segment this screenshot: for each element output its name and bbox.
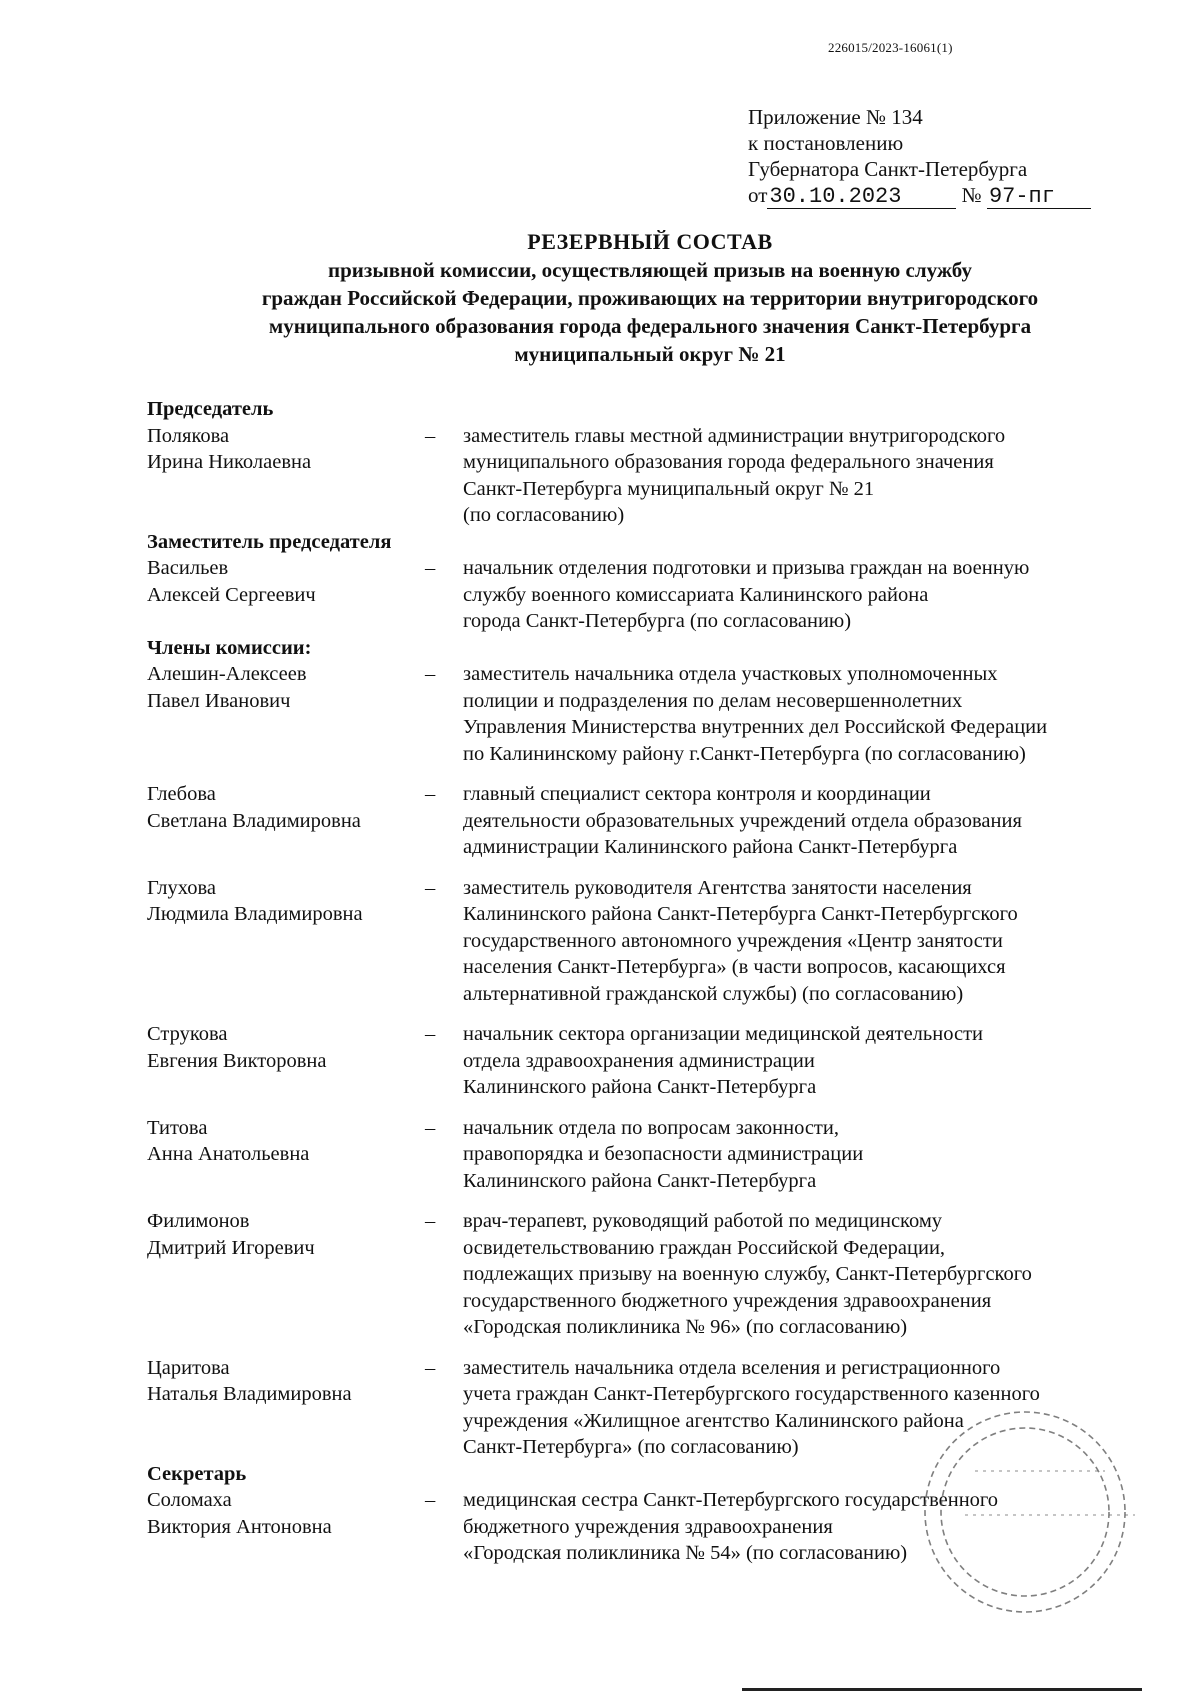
position-line: Санкт-Петербурга» (по согласованию): [463, 1436, 799, 1458]
member-position: [463, 423, 1147, 529]
chairman-label: Председатель: [147, 398, 274, 420]
position-line: города Санкт-Петербурга (по согласованию): [463, 610, 852, 632]
position-line: правопорядка и безопасности администрации: [463, 1143, 864, 1165]
document-title: [100, 228, 1200, 368]
position-line: полиции и подразделения по делам несовершеннолетних: [463, 689, 963, 712]
member-name: [147, 423, 425, 529]
position-line: Управления Министерства внутренних дел Российской Федерации: [463, 716, 1048, 738]
member-entry: [147, 1115, 1147, 1195]
position-line: деятельности образовательных учреждений отдела образования: [463, 809, 1022, 832]
decree-date: 30.10.2023: [767, 186, 956, 209]
dash: –: [425, 1023, 436, 1045]
member-position: [463, 875, 1147, 1008]
dash: –: [425, 876, 436, 899]
member-name: [147, 875, 425, 1008]
member-name: [147, 781, 425, 861]
appendix-header: [748, 104, 1091, 209]
position-line: бюджетного учреждения здравоохранения: [463, 1515, 833, 1538]
member-name: [147, 1021, 425, 1101]
dash: –: [425, 557, 436, 579]
member-position: [463, 781, 1147, 861]
title-line-2: граждан Российской Федерации, проживающих на территории внутригородского: [261, 286, 1039, 310]
appendix-date-line: [748, 182, 1091, 209]
official-stamp: [905, 1405, 1145, 1620]
number-prefix: №: [961, 183, 982, 207]
deputy-entry: [147, 555, 1147, 635]
decree-number: 97-пг: [987, 186, 1091, 209]
position-line: «Городская поликлиника № 54» (по согласованию): [463, 1542, 908, 1564]
member-name: [147, 1208, 425, 1341]
member-given-names: Людмила Владимировна: [147, 903, 363, 925]
member-surname: Соломаха: [147, 1489, 232, 1511]
title-line-4: муниципальный округ № 21: [514, 342, 786, 366]
document-id: 226015/2023-16061(1): [828, 40, 953, 55]
member-surname: Филимонов: [147, 1210, 250, 1232]
position-line: освидетельствованию граждан Российской Федерации,: [463, 1236, 946, 1259]
position-line: заместитель главы местной администрации внутригородского: [463, 424, 1006, 447]
dash: –: [425, 1116, 436, 1139]
member-name: [147, 555, 425, 635]
position-line: альтернативной гражданской службы) (по согласованию): [463, 982, 964, 1005]
member-given-names: Павел Иванович: [147, 689, 291, 712]
member-given-names: Наталья Владимировна: [147, 1383, 352, 1405]
position-line: администрации Калининского района Санкт-Петербурга: [463, 836, 958, 858]
member-given-names: Виктория Антоновна: [147, 1515, 332, 1538]
position-line: подлежащих призыву на военную службу, Санкт-Петербургского: [463, 1263, 1032, 1285]
member-given-names: Анна Анатольевна: [147, 1143, 310, 1165]
position-line: Калининского района Санкт-Петербурга: [463, 1169, 817, 1192]
commission-list: [147, 396, 1147, 1567]
position-line: по Калининскому району г.Санкт-Петербурга (по согласованию): [463, 742, 1026, 765]
member-name: [147, 1115, 425, 1195]
member-entry: [147, 1208, 1147, 1341]
position-line: начальник отделения подготовки и призыва граждан на военную: [463, 557, 1030, 579]
position-line: Санкт-Петербурга муниципальный округ № 21: [463, 477, 875, 500]
page-bottom-rule: [742, 1688, 1142, 1691]
member-given-names: Ирина Николаевна: [147, 451, 312, 473]
position-line: государственного бюджетного учреждения здравоохранения: [463, 1289, 992, 1312]
member-name: [147, 1355, 425, 1461]
member-position: [463, 1021, 1147, 1101]
member-entry: [147, 781, 1147, 861]
member-position: [463, 1115, 1147, 1195]
appendix-line-2: к постановлению: [748, 131, 904, 155]
position-line: заместитель руководителя Агентства занятости населения: [463, 876, 972, 899]
position-line: заместитель начальника отдела вселения и регистрационного: [463, 1356, 1001, 1379]
title-line-1: призывной комиссии, осуществляющей призыв на военную службу: [328, 258, 972, 282]
position-line: «Городская поликлиника № 96» (по согласованию): [463, 1316, 908, 1338]
dash: –: [425, 663, 436, 685]
title-main: РЕЗЕРВНЫЙ СОСТАВ: [527, 229, 773, 254]
position-line: учета граждан Санкт-Петербургского государственного казенного: [463, 1383, 1040, 1405]
appendix-line-3: Губернатора Санкт-Петербурга: [748, 157, 1028, 181]
member-entry: [147, 661, 1147, 767]
member-given-names: Евгения Викторовна: [147, 1049, 327, 1072]
member-surname: Титова: [147, 1116, 208, 1139]
member-surname: Струкова: [147, 1023, 228, 1045]
position-line: населения Санкт-Петербурга» (в части вопросов, касающихся: [463, 956, 1006, 978]
member-position: [463, 661, 1147, 767]
chairman-entry: [147, 423, 1147, 529]
member-surname: Глухова: [147, 876, 217, 899]
position-line: Калининского района Санкт-Петербурга Санкт-Петербургского: [463, 903, 1018, 925]
member-position: [463, 555, 1147, 635]
member-surname: Васильев: [147, 557, 229, 579]
dash: –: [425, 1356, 436, 1379]
position-line: начальник сектора организации медицинской деятельности: [463, 1023, 984, 1045]
secretary-label: Секретарь: [147, 1462, 247, 1485]
title-line-3: муниципального образования города федерального значения Санкт-Петербурга: [268, 314, 1032, 338]
member-position: [463, 1208, 1147, 1341]
member-given-names: Дмитрий Игоревич: [147, 1236, 315, 1259]
dash: –: [425, 1210, 436, 1232]
member-surname: Полякова: [147, 424, 230, 447]
position-line: врач-терапевт, руководящий работой по медицинскому: [463, 1210, 943, 1232]
position-line: службу военного комиссариата Калининского района: [463, 583, 929, 606]
member-surname: Царитова: [147, 1356, 230, 1379]
position-line: начальник отдела по вопросам законности,: [463, 1116, 839, 1139]
position-line: муниципального образования города федерального значения: [463, 451, 994, 473]
member-name: [147, 1487, 425, 1567]
dash: –: [425, 1489, 436, 1511]
position-line: медицинская сестра Санкт-Петербургского государственного: [463, 1489, 999, 1511]
member-given-names: Алексей Сергеевич: [147, 583, 316, 606]
position-line: заместитель начальника отдела участковых уполномоченных: [463, 663, 998, 685]
position-line: государственного автономного учреждения «Центр занятости: [463, 929, 1003, 952]
date-prefix: от: [748, 183, 768, 207]
member-given-names: Светлана Владимировна: [147, 809, 361, 832]
dash: –: [425, 424, 436, 447]
members-label: Члены комиссии:: [147, 636, 312, 659]
position-line: Калининского района Санкт-Петербурга: [463, 1076, 817, 1098]
member-name: [147, 661, 425, 767]
position-line: отдела здравоохранения администрации: [463, 1049, 815, 1072]
position-line: учреждения «Жилищное агентство Калининского района: [463, 1409, 964, 1432]
member-surname: Алешин-Алексеев: [147, 663, 307, 685]
member-entry: [147, 1021, 1147, 1101]
position-line: главный специалист сектора контроля и координации: [463, 783, 931, 805]
position-line: (по согласованию): [463, 504, 625, 526]
deputy-label: Заместитель председателя: [147, 530, 392, 553]
member-entry: [147, 875, 1147, 1008]
member-surname: Глебова: [147, 783, 216, 805]
appendix-line-1: Приложение № 134: [748, 105, 923, 129]
dash: –: [425, 783, 436, 805]
